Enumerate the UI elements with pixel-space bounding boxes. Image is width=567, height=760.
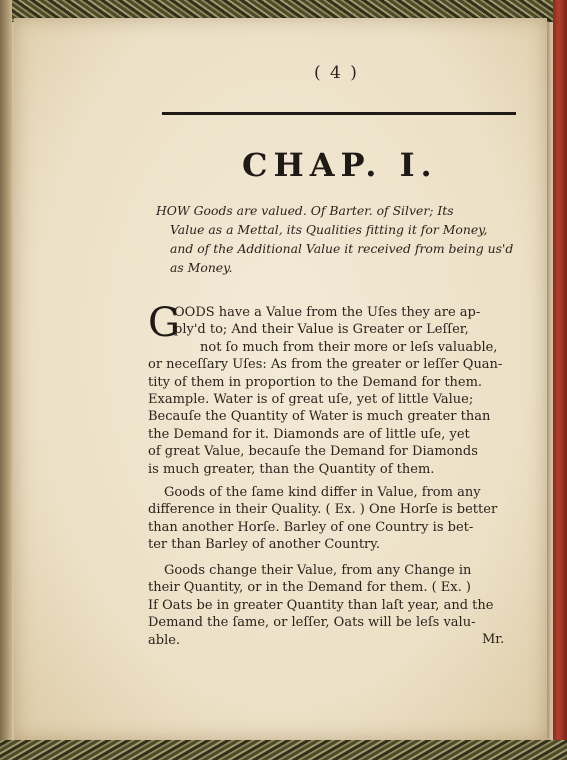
text-line: ter than Barley of another Country. [148, 537, 381, 553]
text-line: Example. Water is of great uſe, yet of little Value; [148, 392, 474, 408]
text-line: not ſo much from their more or leſs valuable, [200, 339, 498, 355]
text-line: Demand the ſame, or leſſer, Oats will be leſs valu- [148, 615, 476, 631]
text-line: If Oats be in greater Quantity than laſt year, and the [148, 597, 494, 613]
paragraph-2 [148, 484, 518, 554]
binding-left [0, 0, 12, 760]
text-line: Goods change their Value, from any Change in [164, 563, 472, 578]
chapter-heading [156, 201, 518, 277]
text-line: Becauſe the Quantity of Water is much greater than [148, 409, 491, 425]
text-line: able. [148, 632, 181, 648]
text-line: of great Value, becauſe the Demand for Diamonds [148, 444, 478, 460]
drop-cap: G [148, 300, 180, 346]
header-rule [162, 112, 516, 115]
text-line: than another Horſe. Barley of one Country is bet- [148, 519, 474, 535]
chapter-title: CHAP. I. [242, 146, 438, 184]
text-line: their Quantity, or in the Demand for them. ( Ex. ) [148, 580, 471, 596]
catchword: Mr. [482, 632, 505, 647]
text-line: OODS have a Value from the Uſes they are ap- [174, 305, 481, 320]
text-line: the Demand for it. Diamonds are of little uſe, yet [148, 426, 470, 442]
cover-edge-right [553, 0, 567, 760]
text-line: ply'd to; And their Value is Greater or Leſſer, [174, 322, 469, 338]
text-line: difference in their Quality. ( Ex. ) One Horſe is better [148, 502, 498, 518]
book-page [14, 18, 547, 740]
page-number: ( 4 ) [314, 63, 359, 83]
heading-line: Value as a Mettal, its Qualities fitting it for Money, [170, 222, 488, 237]
text-line: Goods of the ſame kind differ in Value, from any [164, 485, 481, 500]
paragraph-3 [148, 562, 518, 649]
text-line: tity of them in proportion to the Demand for them. [148, 374, 483, 390]
marbled-edge-bottom [0, 740, 567, 760]
heading-line: and of the Additional Value it received from being us'd [170, 241, 514, 256]
text-line: or neceſſary Uſes: As from the greater or leſſer Quan- [148, 357, 503, 373]
paragraph-1 [148, 300, 518, 478]
heading-line: as Money. [170, 260, 233, 275]
text-line: is much greater, than the Quantity of them. [148, 461, 435, 477]
heading-line: HOW Goods are valued. Of Barter. of Silver; Its [156, 203, 454, 218]
